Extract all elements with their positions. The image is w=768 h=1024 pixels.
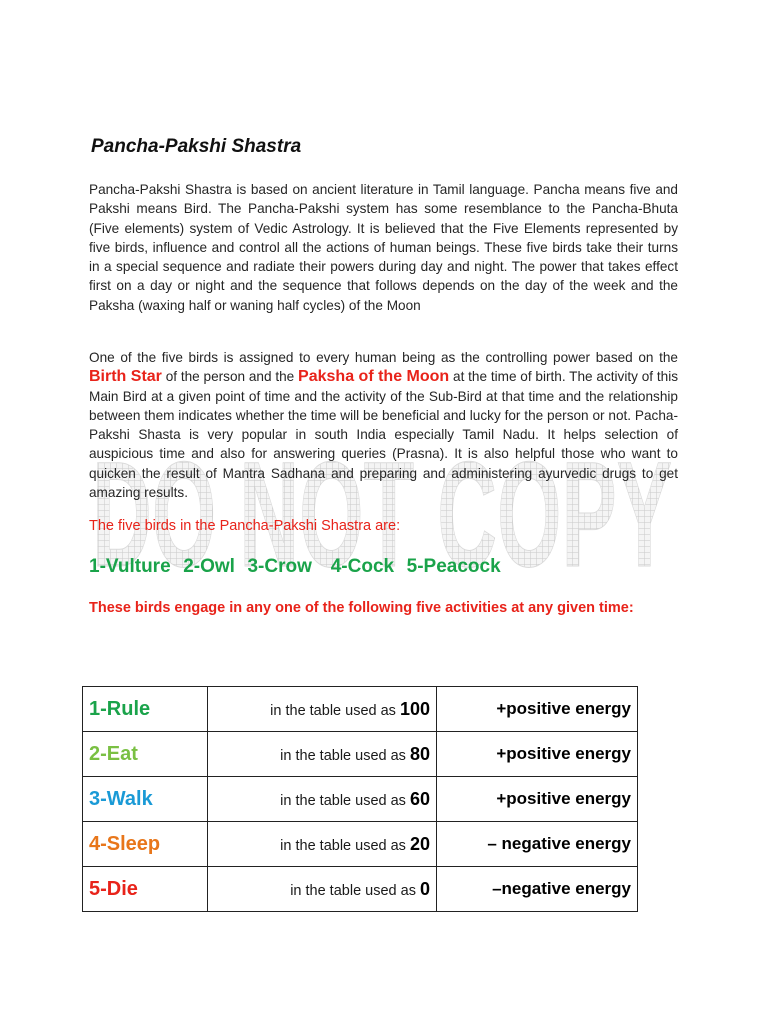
activity-energy: +positive energy <box>437 732 638 777</box>
birth-star-highlight: Birth Star <box>89 368 162 386</box>
table-prefix: in the table used as <box>280 747 410 764</box>
activity-value-cell <box>208 687 437 732</box>
watermark-text: DO NOT COPY <box>92 438 672 588</box>
paksha-highlight: Paksha of the Moon <box>298 368 450 386</box>
table-prefix: in the table used as <box>280 837 410 854</box>
table-prefix: in the table used as <box>280 792 410 809</box>
activity-value-cell <box>208 777 437 822</box>
activity-value: 60 <box>409 788 430 809</box>
activity-value: 0 <box>419 878 430 899</box>
activity-name: 5-Die <box>83 867 208 912</box>
page-title: Pancha-Pakshi Shastra <box>91 136 302 157</box>
intro-paragraph: Pancha-Pakshi Shastra is based on ancient literature in Tamil language. Pancha means five and Pakshi means Bird. The Pancha-Pakshi system has some resemblance to the Pancha-Bhuta (Five elements) system of Vedic Astrology. It is believed that the Five Elements represented by five birds, influence and control all the actions of human beings. These five birds take their turns in a special sequence and radiate their powers during day and night. The power that takes effect first on a day or night and the sequence that follows depends on the day of the week and the Paksha (waxing half or waning half cycles) of the Moon <box>89 182 678 313</box>
birds-list: 1-Vulture 2-Owl 3-Crow 4-Cock 5-Peacock <box>89 556 501 577</box>
assignment-paragraph <box>89 348 678 502</box>
table-row <box>83 687 638 732</box>
paragraph-text: One of the five birds is assigned to every human being as the controlling power based on the <box>89 350 678 365</box>
activity-value: 80 <box>409 743 430 764</box>
table-row <box>83 777 638 822</box>
table-prefix: in the table used as <box>290 882 420 899</box>
activity-energy: – negative energy <box>437 822 638 867</box>
activity-name: 2-Eat <box>83 732 208 777</box>
activity-value: 100 <box>399 698 430 719</box>
table-prefix: in the table used as <box>270 702 400 719</box>
table-row <box>83 732 638 777</box>
activity-name: 1-Rule <box>83 687 208 732</box>
activity-energy: +positive energy <box>437 687 638 732</box>
activity-value-cell <box>208 867 437 912</box>
paragraph-text: at the time of birth. The activity of this Main Bird at a given point of time and the activity of the Sub-Bird at that time and the relationship between them indicates whether the time will be beneficial and lucky for the person or not. Pacha-Pakshi Shasta is very popular in south India especially Tamil Nadu. It helps selection of auspicious time and also for answering queries (Prasna). It is also helpful those who want to quicken the result of Mantra Sadhana and preparing and administering ayurvedic drugs to get amazing results. <box>89 369 679 501</box>
activity-energy: –negative energy <box>437 867 638 912</box>
activity-name: 3-Walk <box>83 777 208 822</box>
activity-name: 4-Sleep <box>83 822 208 867</box>
activities-intro: These birds engage in any one of the following five activities at any given time: <box>89 600 634 616</box>
activity-value-cell <box>208 822 437 867</box>
paragraph-text: of the person and the <box>161 369 299 385</box>
activities-table <box>82 686 638 912</box>
activity-value: 20 <box>409 833 430 854</box>
table-row <box>83 822 638 867</box>
birds-heading: The five birds in the Pancha-Pakshi Shastra are: <box>89 518 401 534</box>
activity-value-cell <box>208 732 437 777</box>
table-row <box>83 867 638 912</box>
activity-energy: +positive energy <box>437 777 638 822</box>
